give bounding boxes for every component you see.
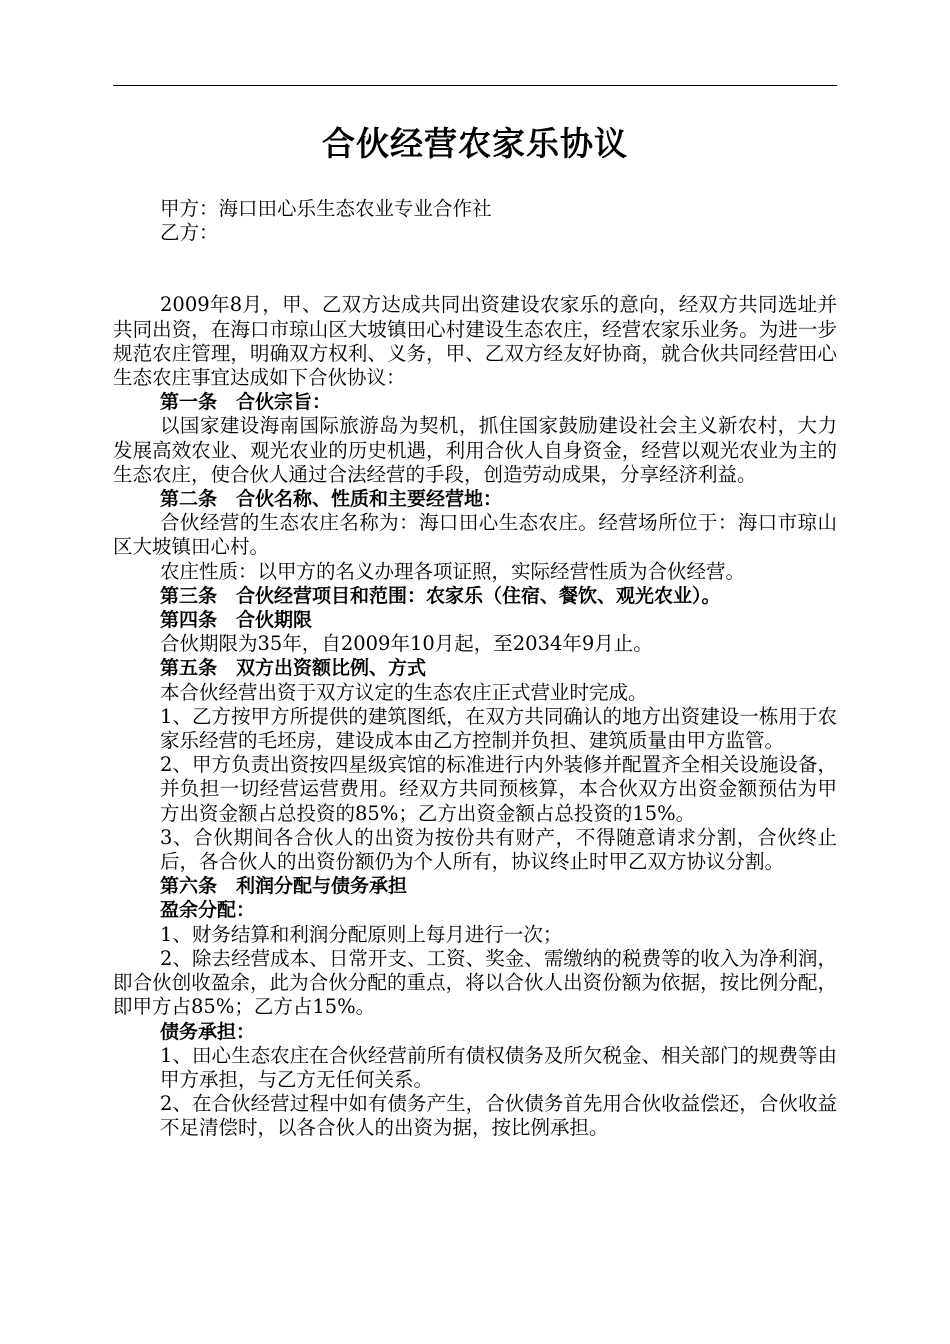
spacer	[113, 245, 837, 293]
article-5-item-3: 3、合伙期间各合伙人的出资为按份共有财产，不得随意请求分割，合伙终止后，各合伙人的出资份额仍为个人所有，协议终止时甲乙双方协议分割。	[160, 825, 837, 874]
surplus-item-2: 2、除去经营成本、日常开支、工资、奖金、需缴纳的税费等的收入为净利润，即合伙创收盈余，此为合伙分配的重点，将以合伙人出资份额为依据，按比例分配，即甲方占85%；乙方占15%。	[113, 946, 837, 1019]
party-b: 乙方：	[160, 221, 219, 245]
party-a: 甲方：海口田心乐生态农业专业合作社	[160, 197, 492, 220]
document-title: 合伙经营农家乐协议	[322, 124, 628, 163]
article-1-heading: 第一条 合伙宗旨：	[160, 391, 332, 414]
article-2-text-1: 合伙经营的生态农庄名称为：海口田心生态农庄。经营场所位于：海口市琼山区大坡镇田心村。	[113, 511, 837, 559]
article-5-text: 本合伙经营出资于双方议定的生态农庄正式营业时完成。	[160, 680, 648, 704]
surplus-heading: 盈余分配：	[160, 899, 256, 922]
article-1-text: 以国家建设海南国际旅游岛为契机，抓住国家鼓励建设社会主义新农村，大力发展高效农业、观光农业的历史机遇，利用合伙人自身资金，经营以观光农业为主的生态农庄，使合伙人通过合法经营的手段，创造劳动成果，分享经济利益。	[113, 414, 837, 486]
surplus-item-1: 1、财务结算和利润分配原则上每月进行一次；	[160, 922, 563, 946]
debt-item-2: 2、在合伙经营过程中如有债务产生，合伙债务首先用合伙收益偿还，合伙收益不足清偿时，以各合伙人的出资为据，按比例承担。	[160, 1092, 837, 1140]
article-4-heading: 第四条 合伙期限	[160, 609, 313, 632]
article-2-text-2: 农庄性质：以甲方的名义办理各项证照，实际经营性质为合伙经营。	[160, 559, 746, 583]
debt-heading: 债务承担：	[160, 1020, 256, 1043]
article-5-item-2: 2、甲方负责出资按四星级宾馆的标准进行内外装修并配置齐全相关设施设备，并负担一切经营运营费用。经双方共同预核算，本合伙双方出资金额预估为甲方出资金额占总投资的85%；乙方出资金额占总投资的15%。	[160, 753, 837, 825]
article-3-heading: 第三条 合伙经营项目和范围：农家乐（住宿、餐饮、观光农业）。	[160, 584, 721, 607]
article-5-heading: 第五条 双方出资额比例、方式	[160, 657, 427, 680]
intro-paragraph: 2009年8月，甲、乙双方达成共同出资建设农家乐的意向，经双方共同选址并共同出资，在海口市琼山区大坡镇田心村建设生态农庄，经营农家乐业务。为进一步规范农庄管理，明确双方权利、义务，甲、乙双方经友好协商，就合伙共同经营田心生态农庄事宜达成如下合伙协议：	[113, 293, 837, 390]
document-body	[113, 197, 837, 1141]
article-6-heading: 第六条 利润分配与债务承担	[160, 875, 408, 898]
article-4-text: 合伙期限为35年，自2009年10月起，至2034年9月止。	[160, 632, 653, 656]
debt-item-1: 1、田心生态农庄在合伙经营前所有债权债务及所欠税金、相关部门的规费等由甲方承担，与乙方无任何关系。	[160, 1043, 837, 1091]
article-2-heading: 第二条 合伙名称、性质和主要经营地：	[160, 488, 503, 511]
article-5-item-1: 1、乙方按甲方所提供的建筑图纸，在双方共同确认的地方出资建设一栋用于农家乐经营的毛坯房，建设成本由乙方控制并负担、建筑质量由甲方监管。	[160, 704, 837, 753]
header-rule	[113, 85, 837, 86]
